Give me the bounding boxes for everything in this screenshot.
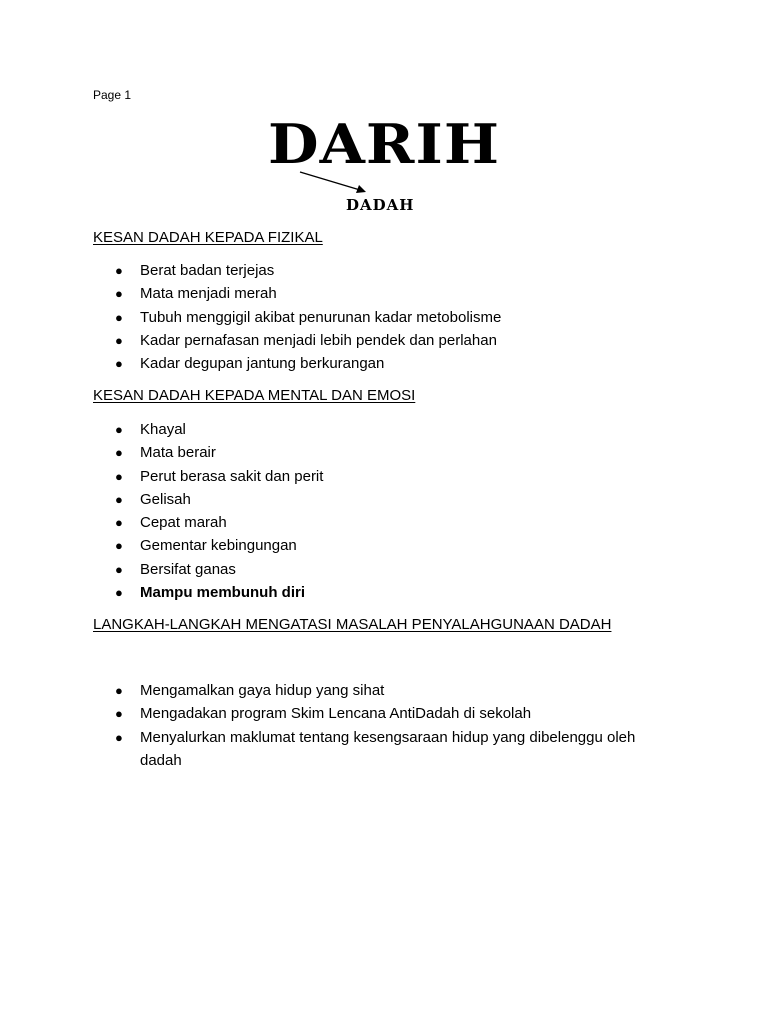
list-item: ● Mengamalkan gaya hidup yang sihat xyxy=(93,679,660,702)
list-mental-emosi xyxy=(93,418,323,604)
list-item: ● Berat badan terjejas xyxy=(93,259,501,282)
bullet-icon: ● xyxy=(115,706,123,722)
bullet-icon: ● xyxy=(115,515,123,531)
bullet-icon: ● xyxy=(115,538,123,554)
arrow-icon xyxy=(296,166,376,196)
list-item: ● Mengadakan program Skim Lencana AntiDadah di sekolah xyxy=(93,702,660,725)
bullet-icon: ● xyxy=(115,491,123,507)
list-item: ● Tubuh menggigil akibat penurunan kadar metobolisme xyxy=(93,306,501,329)
list-item: ● Gelisah xyxy=(93,488,323,511)
bullet-icon: ● xyxy=(115,286,123,302)
bullet-icon: ● xyxy=(115,468,123,484)
section-heading-langkah: LANGKAH-LANGKAH MENGATASI MASALAH PENYALAHGUNAAN DADAH xyxy=(93,616,612,633)
list-item: ● Mata berair xyxy=(93,441,323,464)
list-item: ● Cepat marah xyxy=(93,511,323,534)
bullet-icon: ● xyxy=(115,729,123,745)
document-title: DARIH xyxy=(267,112,501,176)
bullet-icon: ● xyxy=(115,585,123,601)
bullet-icon: ● xyxy=(115,561,123,577)
bullet-icon: ● xyxy=(115,683,123,698)
bullet-icon: ● xyxy=(115,263,123,278)
bullet-icon: ● xyxy=(115,422,123,437)
list-item: ● Mata menjadi merah xyxy=(93,282,501,305)
list-fizikal xyxy=(93,259,501,375)
bullet-icon: ● xyxy=(115,309,123,325)
list-item: ● Gementar kebingungan xyxy=(93,534,323,557)
list-item: ● Menyalurkan maklumat tentang kesengsaraan hidup yang dibelenggu oleh dadah xyxy=(93,726,660,773)
list-item: ● Mampu membunuh diri xyxy=(93,581,323,604)
bullet-icon: ● xyxy=(115,356,123,372)
document-subtitle: DADAH xyxy=(346,196,415,214)
section-heading-fizikal: KESAN DADAH KEPADA FIZIKAL xyxy=(93,229,323,246)
list-item: ● Kadar pernafasan menjadi lebih pendek dan perlahan xyxy=(93,329,501,352)
list-item: ● Bersifat ganas xyxy=(93,558,323,581)
section-heading-mental-emosi: KESAN DADAH KEPADA MENTAL DAN EMOSI xyxy=(93,387,416,404)
bullet-icon: ● xyxy=(115,445,123,461)
list-item: ● Kadar degupan jantung berkurangan xyxy=(93,352,501,375)
page-label: Page 1 xyxy=(93,88,132,102)
list-item: ● Khayal xyxy=(93,418,323,441)
bullet-icon: ● xyxy=(115,332,123,348)
list-item: ● Perut berasa sakit dan perit xyxy=(93,465,323,488)
list-langkah xyxy=(93,679,660,772)
